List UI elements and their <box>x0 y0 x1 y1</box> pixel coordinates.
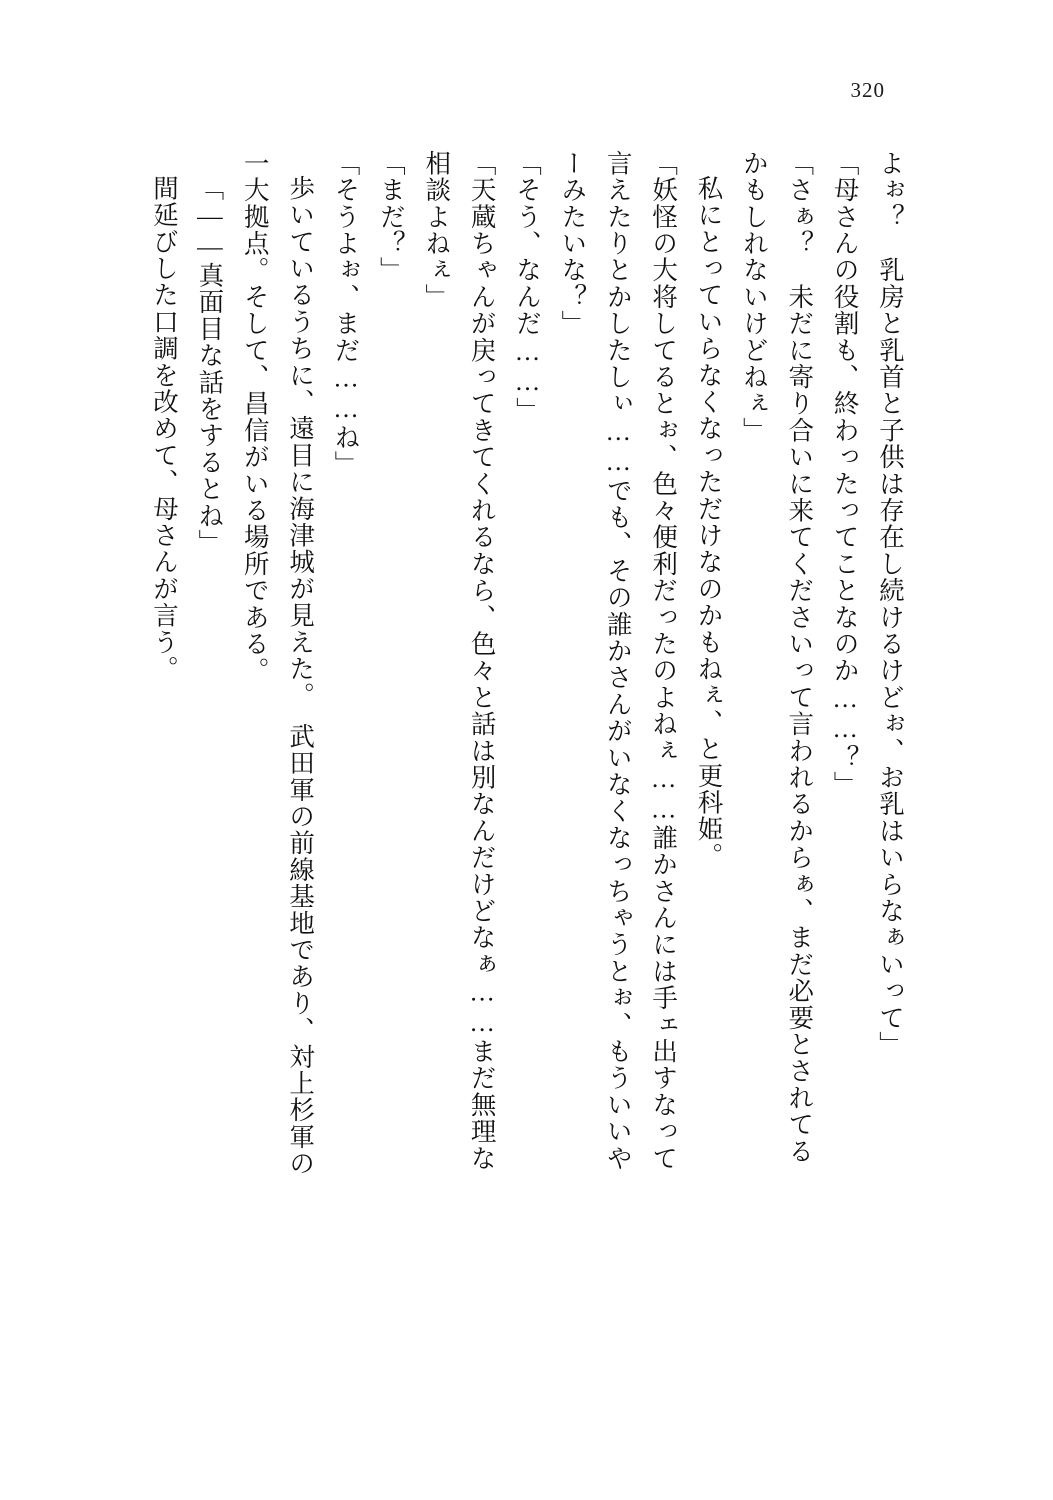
text-line: 「母さんの役割も、終わったってことなのか……？」 <box>830 150 860 798</box>
text-line: 言えたりとかしたしぃ……でも、その誰かさんがいなくなっちゃうとぉ、もういいや <box>603 150 633 1172</box>
text-line: 一大拠点。そして、昌信がいる場所である。 <box>240 150 270 684</box>
page-body-text <box>123 150 913 1380</box>
text-line: よぉ？ 乳房と乳首と子供は存在し続けるけどぉ、お乳はいらなぁいって」 <box>876 150 905 1058</box>
text-line: 間延びした口調を改めて、母さんが言う。 <box>150 175 179 683</box>
text-line: 「まだ？」 <box>376 150 406 284</box>
page-number: 320 <box>850 78 885 102</box>
text-line: ーみたいな？」 <box>558 150 588 337</box>
text-line: 「そうよぉ、まだ……ね」 <box>331 150 361 478</box>
text-line: 「――真面目な話をするとね」 <box>195 175 225 556</box>
text-line: 「さぁ？ 未だに寄り合いに来てくださいって言われるからぁ、まだ必要とされてる <box>785 150 815 1165</box>
text-line: かもしれないけどねぇ」 <box>739 150 769 444</box>
text-line: 歩いているうちに、遠目に海津城が見えた。 武田軍の前線基地であり、対上杉軍の <box>286 175 316 1177</box>
text-line: 相談よねぇ」 <box>422 150 452 311</box>
text-line: 「妖怪の大将してるとぉ、色々便利だったのよねぇ……誰かさんには手ェ出すなって <box>649 150 679 1172</box>
text-line: 「天蔵ちゃんが戻ってきてくれるなら、色々と話は別なんだけどなぁ……まだ無理な <box>467 150 497 1172</box>
text-line: 「そう、なんだ……」 <box>513 150 542 424</box>
text-line: 私にとっていらなくなっただけなのかもねぇ、と更科姫。 <box>694 175 724 870</box>
